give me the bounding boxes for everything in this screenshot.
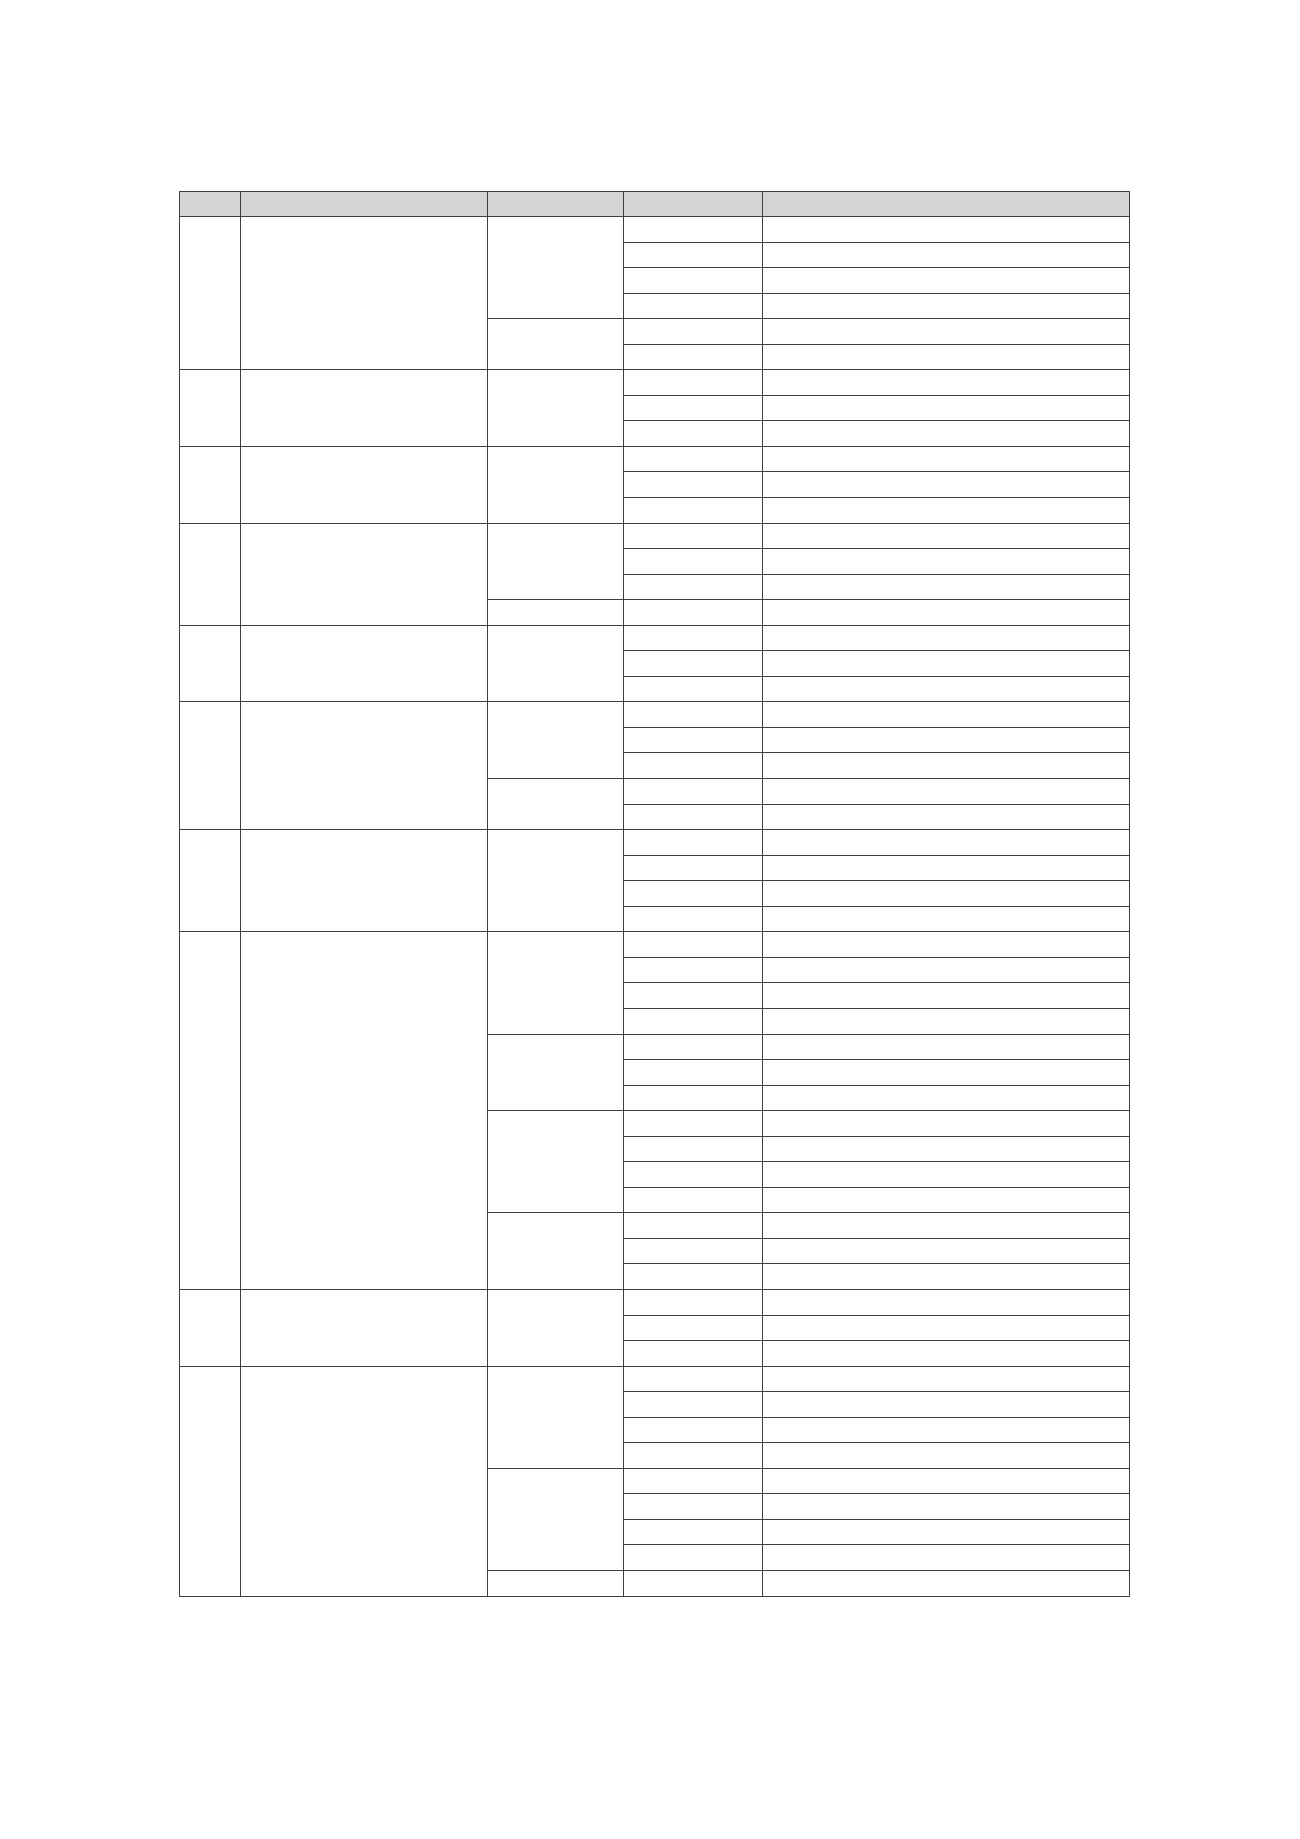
category-cell: [488, 830, 624, 932]
item-cell: [624, 625, 763, 651]
item-cell: [624, 1008, 763, 1034]
item-cell: [624, 1136, 763, 1162]
item-cell: [624, 881, 763, 907]
description-cell: [763, 1545, 1130, 1571]
description-cell: [763, 932, 1130, 958]
header-cell-no: [180, 192, 241, 217]
item-cell: [624, 1519, 763, 1545]
item-cell: [624, 242, 763, 268]
description-cell: [763, 957, 1130, 983]
category-cell: [488, 1289, 624, 1366]
description-cell: [763, 1417, 1130, 1443]
description-cell: [763, 1468, 1130, 1494]
header-cell-description: [763, 192, 1130, 217]
description-cell: [763, 1008, 1130, 1034]
category-cell: [488, 1034, 624, 1111]
table-row: [180, 1289, 1130, 1315]
item-cell: [624, 1289, 763, 1315]
item-cell: [624, 1111, 763, 1137]
group-name-cell: [241, 932, 488, 1290]
item-cell: [624, 906, 763, 932]
group-name-cell: [241, 217, 488, 370]
description-cell: [763, 1570, 1130, 1596]
header-cell-category: [488, 192, 624, 217]
data-table: [179, 191, 1130, 1597]
item-cell: [624, 1162, 763, 1188]
item-cell: [624, 1060, 763, 1086]
category-cell: [488, 370, 624, 447]
item-cell: [624, 600, 763, 626]
group-name-cell: [241, 370, 488, 447]
group-name-cell: [241, 702, 488, 830]
header-cell-item: [624, 192, 763, 217]
item-cell: [624, 779, 763, 805]
description-cell: [763, 549, 1130, 575]
item-cell: [624, 804, 763, 830]
description-cell: [763, 983, 1130, 1009]
description-cell: [763, 1034, 1130, 1060]
group-number-cell: [180, 932, 241, 1290]
category-cell: [488, 600, 624, 626]
item-cell: [624, 753, 763, 779]
item-cell: [624, 446, 763, 472]
description-cell: [763, 395, 1130, 421]
item-cell: [624, 957, 763, 983]
group-name-cell: [241, 523, 488, 625]
item-cell: [624, 1085, 763, 1111]
group-number-cell: [180, 370, 241, 447]
category-cell: [488, 1213, 624, 1290]
description-cell: [763, 600, 1130, 626]
category-cell: [488, 523, 624, 600]
category-cell: [488, 1570, 624, 1596]
description-cell: [763, 1519, 1130, 1545]
description-cell: [763, 574, 1130, 600]
description-cell: [763, 319, 1130, 345]
group-number-cell: [180, 1366, 241, 1596]
item-cell: [624, 1034, 763, 1060]
table-row: [180, 1366, 1130, 1392]
header-row: [180, 192, 1130, 217]
description-cell: [763, 498, 1130, 524]
table-row: [180, 217, 1130, 243]
item-cell: [624, 1392, 763, 1418]
description-cell: [763, 676, 1130, 702]
description-cell: [763, 293, 1130, 319]
table-row: [180, 932, 1130, 958]
table-row: [180, 370, 1130, 396]
item-cell: [624, 1264, 763, 1290]
description-cell: [763, 344, 1130, 370]
description-cell: [763, 1315, 1130, 1341]
item-cell: [624, 472, 763, 498]
item-cell: [624, 1468, 763, 1494]
item-cell: [624, 1443, 763, 1469]
description-cell: [763, 1341, 1130, 1367]
item-cell: [624, 1341, 763, 1367]
category-cell: [488, 1366, 624, 1468]
item-cell: [624, 1213, 763, 1239]
group-number-cell: [180, 830, 241, 932]
table-body: [180, 217, 1130, 1597]
item-cell: [624, 830, 763, 856]
description-cell: [763, 1443, 1130, 1469]
table-container: [179, 191, 1129, 1597]
description-cell: [763, 421, 1130, 447]
description-cell: [763, 1238, 1130, 1264]
item-cell: [624, 319, 763, 345]
description-cell: [763, 472, 1130, 498]
item-cell: [624, 1238, 763, 1264]
group-name-cell: [241, 446, 488, 523]
description-cell: [763, 1289, 1130, 1315]
item-cell: [624, 498, 763, 524]
group-name-cell: [241, 625, 488, 702]
item-cell: [624, 1570, 763, 1596]
table-row: [180, 830, 1130, 856]
description-cell: [763, 1264, 1130, 1290]
description-cell: [763, 1213, 1130, 1239]
table-row: [180, 625, 1130, 651]
item-cell: [624, 702, 763, 728]
description-cell: [763, 217, 1130, 243]
description-cell: [763, 881, 1130, 907]
group-number-cell: [180, 446, 241, 523]
description-cell: [763, 523, 1130, 549]
description-cell: [763, 242, 1130, 268]
item-cell: [624, 932, 763, 958]
description-cell: [763, 370, 1130, 396]
table-row: [180, 702, 1130, 728]
item-cell: [624, 268, 763, 294]
description-cell: [763, 727, 1130, 753]
description-cell: [763, 1392, 1130, 1418]
description-cell: [763, 446, 1130, 472]
description-cell: [763, 1366, 1130, 1392]
item-cell: [624, 574, 763, 600]
category-cell: [488, 446, 624, 523]
category-cell: [488, 702, 624, 779]
description-cell: [763, 651, 1130, 677]
table-row: [180, 523, 1130, 549]
description-cell: [763, 906, 1130, 932]
item-cell: [624, 676, 763, 702]
item-cell: [624, 651, 763, 677]
group-number-cell: [180, 523, 241, 625]
description-cell: [763, 830, 1130, 856]
table-row: [180, 446, 1130, 472]
item-cell: [624, 293, 763, 319]
description-cell: [763, 1060, 1130, 1086]
category-cell: [488, 217, 624, 319]
item-cell: [624, 217, 763, 243]
description-cell: [763, 1085, 1130, 1111]
description-cell: [763, 855, 1130, 881]
item-cell: [624, 421, 763, 447]
group-name-cell: [241, 1289, 488, 1366]
description-cell: [763, 625, 1130, 651]
group-number-cell: [180, 1289, 241, 1366]
item-cell: [624, 983, 763, 1009]
item-cell: [624, 1187, 763, 1213]
description-cell: [763, 1162, 1130, 1188]
item-cell: [624, 855, 763, 881]
item-cell: [624, 549, 763, 575]
description-cell: [763, 779, 1130, 805]
description-cell: [763, 1187, 1130, 1213]
category-cell: [488, 319, 624, 370]
group-number-cell: [180, 625, 241, 702]
group-number-cell: [180, 217, 241, 370]
item-cell: [624, 1366, 763, 1392]
description-cell: [763, 753, 1130, 779]
item-cell: [624, 370, 763, 396]
description-cell: [763, 1494, 1130, 1520]
item-cell: [624, 1545, 763, 1571]
category-cell: [488, 1468, 624, 1570]
item-cell: [624, 727, 763, 753]
item-cell: [624, 1494, 763, 1520]
description-cell: [763, 1111, 1130, 1137]
description-cell: [763, 702, 1130, 728]
header-cell-name: [241, 192, 488, 217]
category-cell: [488, 779, 624, 830]
category-cell: [488, 932, 624, 1034]
description-cell: [763, 804, 1130, 830]
item-cell: [624, 344, 763, 370]
group-name-cell: [241, 830, 488, 932]
description-cell: [763, 268, 1130, 294]
group-number-cell: [180, 702, 241, 830]
category-cell: [488, 1111, 624, 1213]
description-cell: [763, 1136, 1130, 1162]
category-cell: [488, 625, 624, 702]
group-name-cell: [241, 1366, 488, 1596]
item-cell: [624, 523, 763, 549]
item-cell: [624, 395, 763, 421]
item-cell: [624, 1417, 763, 1443]
item-cell: [624, 1315, 763, 1341]
